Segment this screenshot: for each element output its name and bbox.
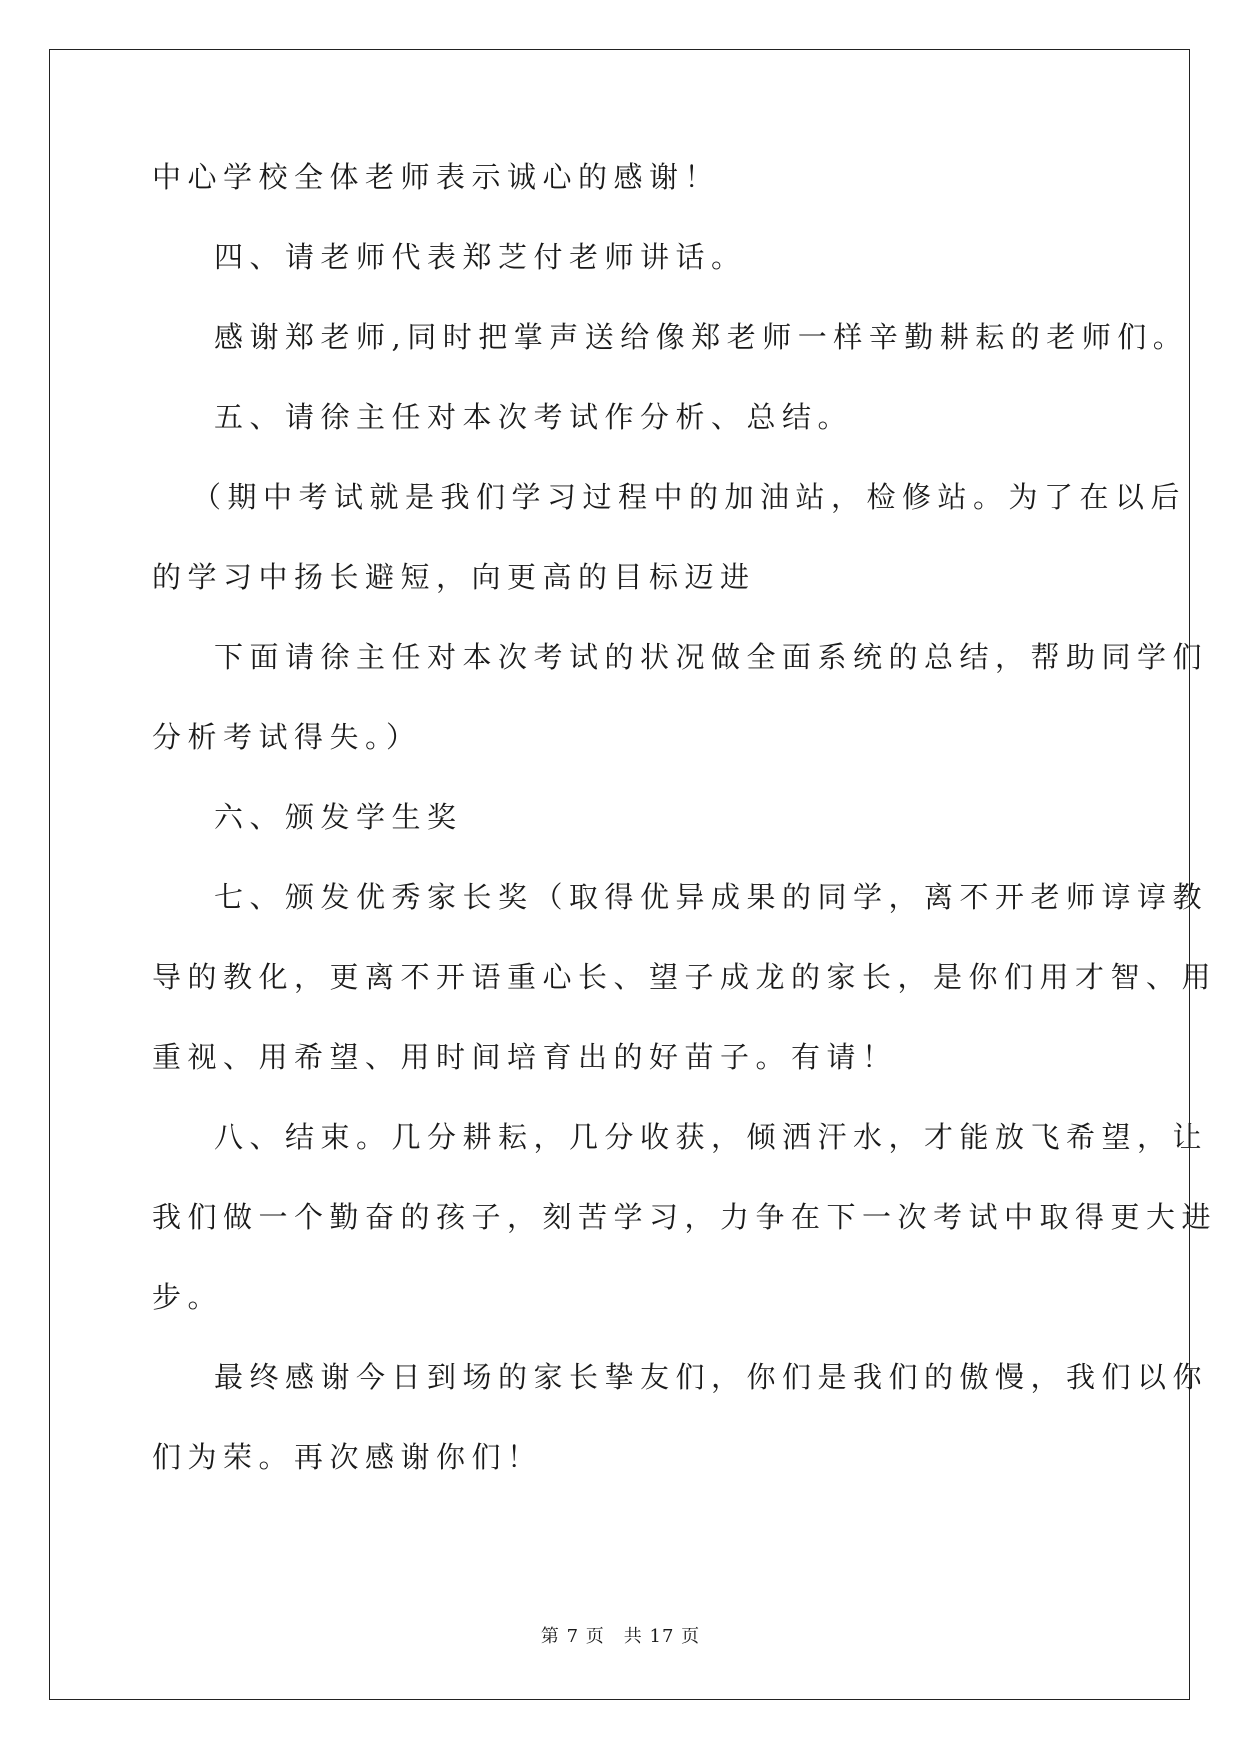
- paragraph-line: 导的教化，更离不开语重心长、望子成龙的家长，是你们用才智、用: [152, 960, 1218, 994]
- paragraph-line: 六、颁发学生奖: [214, 800, 463, 834]
- paragraph-line: 八、结束。几分耕耘，几分收获，倾洒汗水，才能放飞希望，让: [214, 1120, 1209, 1154]
- paragraph-line: 四、请老师代表郑芝付老师讲话。: [214, 240, 747, 274]
- paragraph-line: 感谢郑老师,同时把掌声送给像郑老师一样辛勤耕耘的老师们。: [214, 320, 1189, 354]
- paragraph-line: 重视、用希望、用时间培育出的好苗子。有请！: [152, 1040, 898, 1074]
- paragraph-line: 们为荣。再次感谢你们！: [152, 1440, 543, 1474]
- page-footer: [0, 1622, 1241, 1648]
- paragraph-line: 最终感谢今日到场的家长挚友们，你们是我们的傲慢，我们以你: [214, 1360, 1209, 1394]
- paragraph-line: 中心学校全体老师表示诚心的感谢！: [152, 160, 721, 194]
- paragraph-line: 七、颁发优秀家长奖（取得优异成果的同学，离不开老师谆谆教: [214, 880, 1209, 914]
- paragraph-line: 的学习中扬长避短，向更高的目标迈进: [152, 560, 756, 594]
- paragraph-line: 步。: [152, 1280, 224, 1314]
- paragraph-line: （期中考试就是我们学习过程中的加油站，检修站。为了在以后: [192, 480, 1187, 514]
- paragraph-line: 分析考试得失。）: [152, 720, 422, 754]
- paragraph-line: 五、请徐主任对本次考试作分析、总结。: [214, 400, 854, 434]
- page-number: 第 7 页 共 17 页: [540, 1626, 701, 1647]
- paragraph-line: 我们做一个勤奋的孩子，刻苦学习，力争在下一次考试中取得更大进: [152, 1200, 1218, 1234]
- paragraph-line: 下面请徐主任对本次考试的状况做全面系统的总结，帮助同学们: [214, 640, 1209, 674]
- document-body: [152, 160, 1218, 1520]
